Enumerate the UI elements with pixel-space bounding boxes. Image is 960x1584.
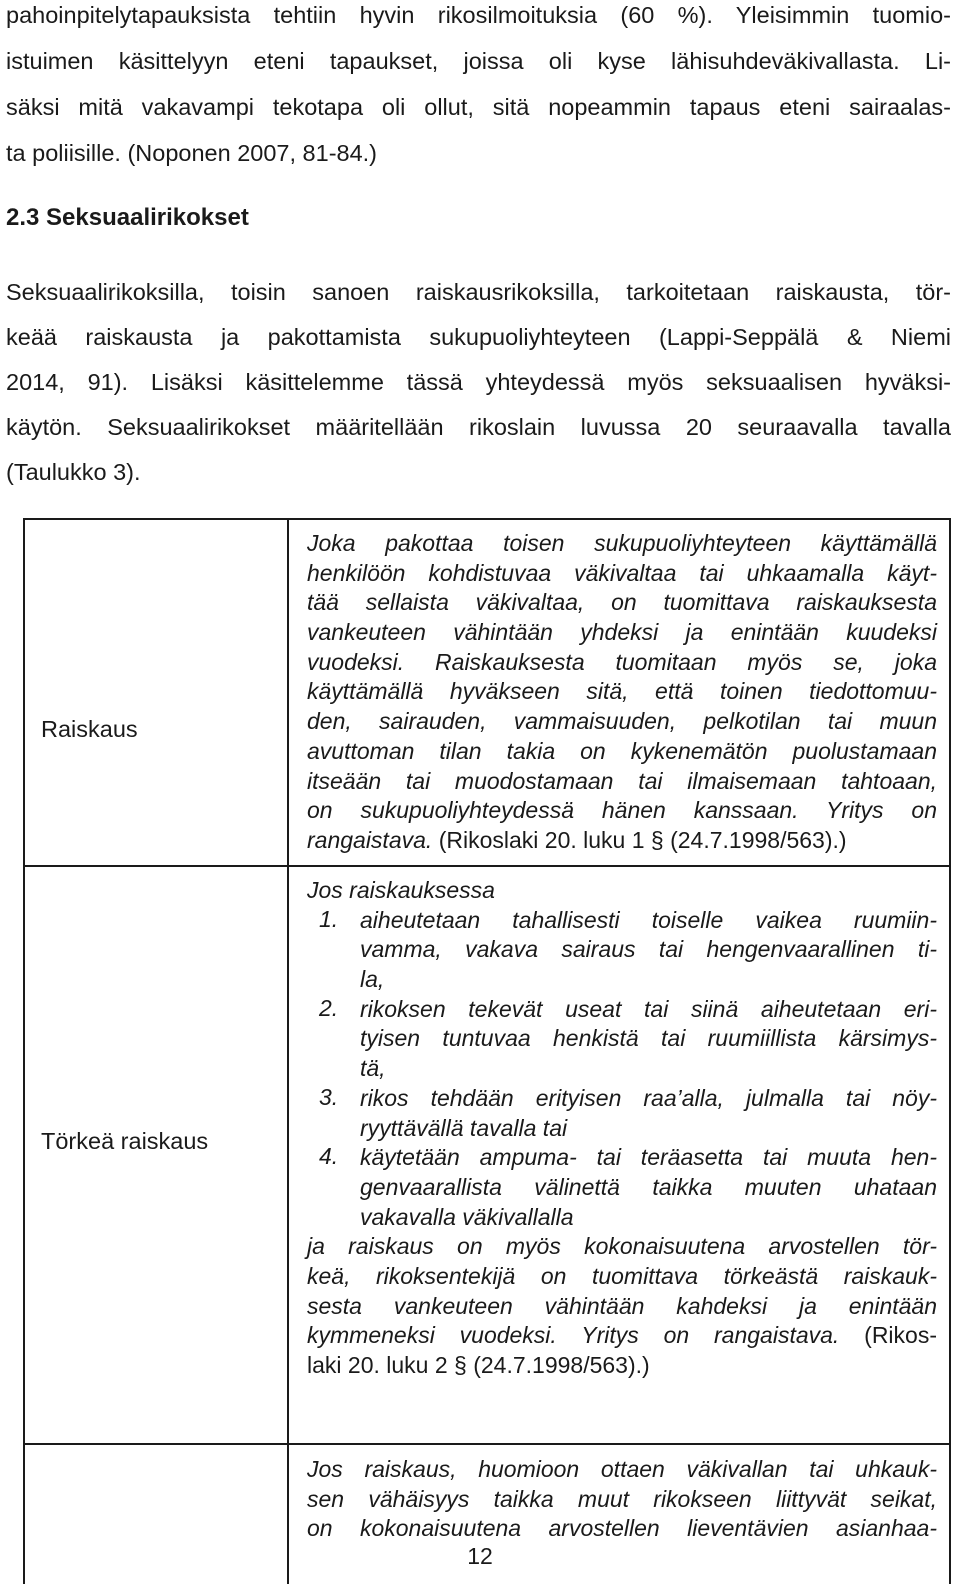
text-line: (Taulukko 3). [6,459,141,485]
italic-text: kymmeneksi vuodeksi. Yritys on rangaistava. [307,1322,840,1349]
text-line [307,826,937,856]
body-paragraph [6,273,951,498]
text-line: on kokonaisuutena arvostellen lieventävien asianhaa- [307,1515,937,1542]
text-line: Joka pakottaa toisen sukupuoliyhteyteen käyttämällä [307,530,937,556]
term-raiskaus: Raiskaus [41,716,138,742]
italic-text: rangaistava. [307,826,433,853]
text-line: vakavalla väkivallalla [360,1203,574,1230]
definition-continued [307,1455,937,1544]
term-torkea-raiskaus: Törkeä raiskaus [41,1128,209,1154]
list-item [307,995,937,1084]
text-line: den, sairauden, vammaisuuden, pelkotilan tai muun [307,708,937,735]
page-number: 12 [467,1543,493,1569]
text-line: on sukupuoliyhteydessä hänen kanssaan. Yritys on [307,797,937,824]
text-line: käyttämällä hyväkseen sitä, että toinen tiedottomuu- [307,678,937,705]
list-number: 4. [319,1143,339,1170]
text-line: keä, rikoksentekijä on tuomittava törkeästä raiskauk- [307,1262,937,1289]
text-line: ja raiskaus on myös kokonaisuutena arvostellen tör- [307,1233,937,1260]
list-number: 2. [319,994,339,1021]
list-intro: Jos raiskauksessa [307,877,495,903]
text-line: tä, [360,1055,386,1082]
list-item [307,906,937,995]
text-line: sen vähäisyys taikka muut rikokseen liittyvät seikat, [307,1485,937,1512]
text-line: istuimen käsittelyyn eteni tapaukset, joissa oli kyse lähisuhdeväkivallasta. Li- [6,48,951,74]
text-line: keää raiskausta ja pakottamista sukupuoliyhteyteen (Lappi-Seppälä & Niemi [6,324,951,350]
text-line [307,1321,937,1351]
text-line: 2014, 91). Lisäksi käsittelemme tässä yhteydessä myös seksuaalisen hyväksi- [6,369,951,395]
text-line: henkilöön kohdistuvaa väkivaltaa tai uhkaamalla käyt- [307,559,937,586]
law-citation: (Rikos- [839,1322,937,1349]
text-line: tyisen tuntuvaa henkistä tai ruumiillista kärsimys- [360,1025,937,1052]
text-line: avuttoman tilan takia on kykenemätön puolustamaan [307,737,937,764]
table-border-top [23,518,951,520]
list-number: 3. [319,1083,339,1110]
text-line: rikoksen tekevät useat tai siinä aiheutetaan eri- [360,995,937,1022]
text-line: itseään tai muodostamaan tai ilmaisemaan tahtoaan, [307,767,937,794]
law-citation: (Rikoslaki 20. luku 1 § (24.7.1998/563).) [432,826,847,853]
text-line: ryyttävällä tavalla tai [360,1114,568,1141]
text-line: käytetään ampuma- tai teräasetta tai muuta hen- [360,1144,937,1171]
text-line: sesta vankeuteen vähintään kahdeksi ja enintään [307,1292,937,1319]
law-citation: laki 20. luku 2 § (24.7.1998/563).) [307,1352,650,1378]
text-line: la, [360,966,385,993]
list-number: 1. [319,905,339,932]
table-border-left [23,518,25,1584]
text-line: vankeuteen vähintään yhdeksi ja enintään kuudeksi [307,619,937,646]
table-column-divider [287,518,289,1584]
law-table [23,518,951,1584]
text-line: vuodeksi. Raiskauksesta tuomitaan myös se, joka [307,648,937,675]
text-line: aiheutetaan tahallisesti toiselle vaikea ruumiin- [360,906,937,933]
table-row-divider [23,865,951,867]
text-line: rikos tehdään erityisen raa’alla, julmalla tai nöy- [360,1084,937,1111]
text-line: vamma, vakava sairaus tai hengenvaarallinen ti- [360,936,937,963]
text-line: Jos raiskaus, huomioon ottaen väkivallan tai uhkauk- [307,1456,937,1482]
list-item [307,1084,937,1143]
text-line: säksi mitä vakavampi tekotapa oli ollut, sitä nopeammin tapaus eteni sairaalas- [6,94,951,120]
section-heading: 2.3 Seksuaalirikokset [6,204,249,231]
text-line: ta poliisille. (Noponen 2007, 81-84.) [6,140,378,166]
definition-torkea-raiskaus [307,876,937,1381]
list-item [307,1143,937,1232]
table-border-right [949,518,951,1584]
intro-paragraph [6,0,951,184]
text-line: pahoinpitelytapauksista tehtiin hyvin rikosilmoituksia (60 %). Yleisimmin tuomio- [6,2,951,28]
definition-raiskaus [307,529,937,856]
table-row-divider [23,1443,951,1445]
text-line: käytön. Seksuaalirikokset määritellään rikoslain luvussa 20 seuraavalla tavalla [6,414,951,440]
text-line: Seksuaalirikoksilla, toisin sanoen raiskausrikoksilla, tarkoitetaan raiskausta, tör- [6,279,951,305]
text-line: genvaarallista välinettä taikka muuten uhataan [360,1173,937,1200]
text-line: tää sellaista väkivaltaa, on tuomittava raiskauksesta [307,589,937,616]
